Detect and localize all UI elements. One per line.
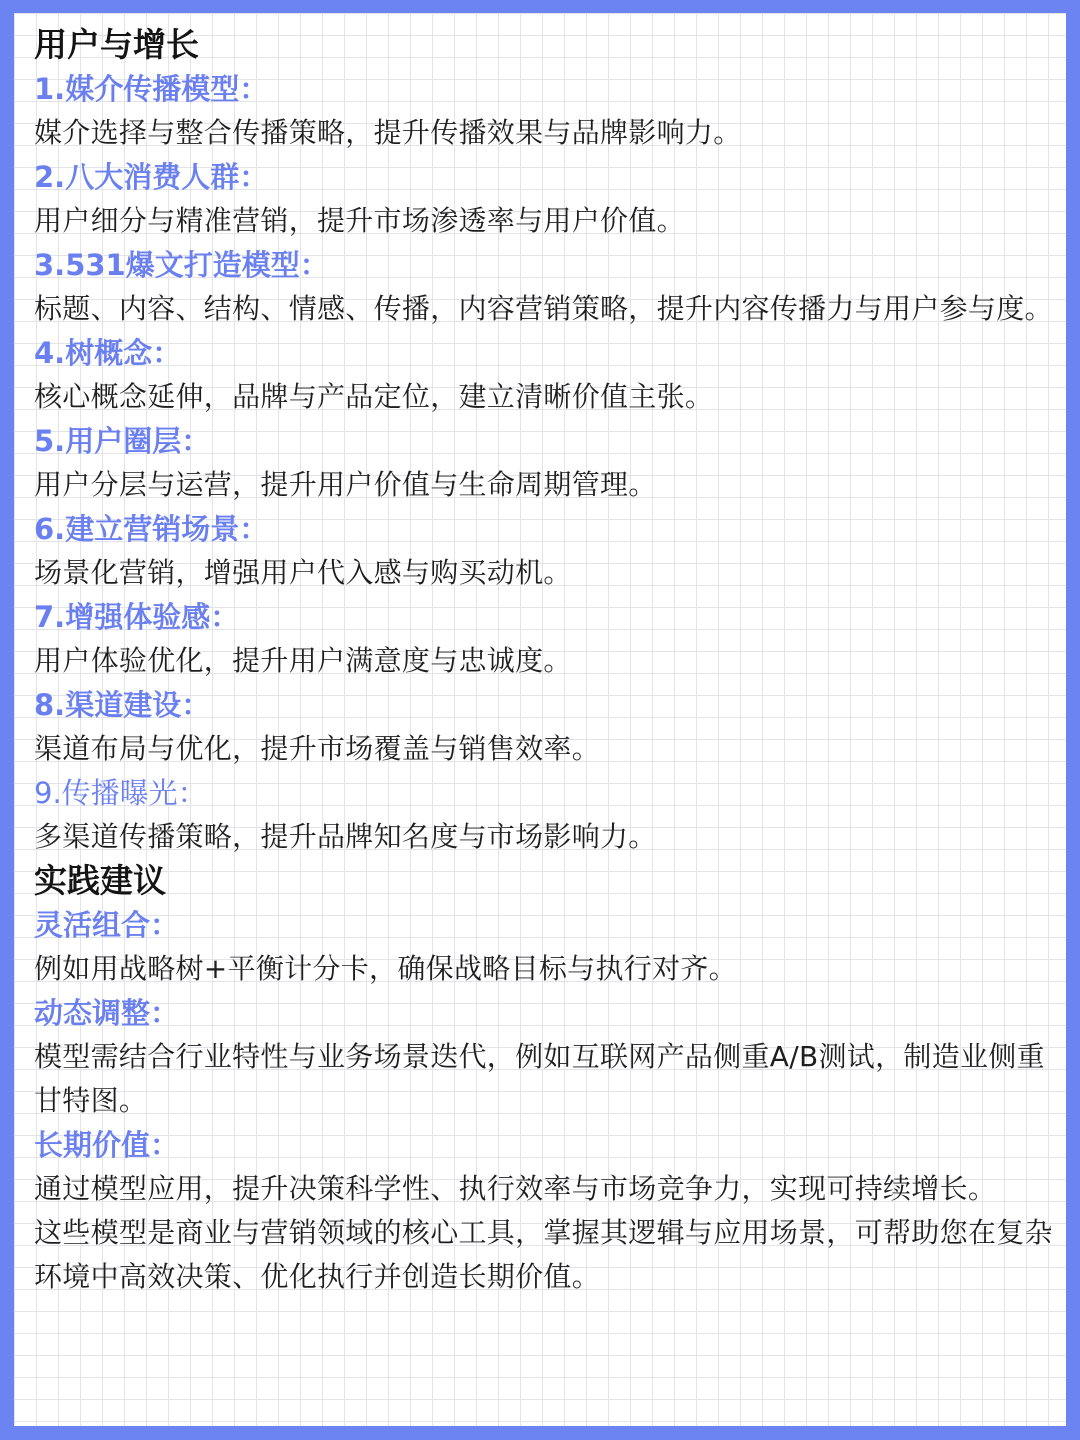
item-text-marketing-scene: 场景化营销，增强用户代入感与购买动机。 (34, 556, 572, 589)
item-text-dynamic: 模型需结合行业特性与业务场景迭代，例如互联网产品侧重A/B测试，制造业侧重甘特图。 (34, 1040, 1045, 1117)
item-text-long-term: 通过模型应用，提升决策科学性、执行效率与市场竞争力，实现可持续增长。 (34, 1172, 997, 1205)
item-text-flexible: 例如用战略树+平衡计分卡，确保战略目标与执行对齐。 (34, 952, 737, 985)
note-card (14, 13, 1066, 1426)
note-content (34, 23, 1059, 1299)
item-title-tree-concept: 4.树概念： (34, 336, 182, 370)
item-text-channel: 渠道布局与优化，提升市场覆盖与销售效率。 (34, 732, 601, 765)
item-title-flexible: 灵活组合： (34, 908, 180, 942)
item-title-531-model: 3.531爆文打造模型： (34, 248, 329, 282)
item-title-exposure: 9.传播曝光： (34, 776, 207, 810)
item-title-user-circles: 5.用户圈层： (34, 424, 211, 458)
item-title-long-term: 长期价值： (34, 1128, 180, 1162)
item-title-media-model: 1.媒介传播模型： (34, 72, 269, 106)
item-text-tree-concept: 核心概念延伸，品牌与产品定位，建立清晰价值主张。 (34, 380, 714, 413)
item-text-531-model: 标题、内容、结构、情感、传播，内容营销策略，提升内容传播力与用户参与度。 (34, 292, 1053, 325)
conclusion-text: 这些模型是商业与营销领域的核心工具，掌握其逻辑与应用场景，可帮助您在复杂环境中高效决策、优化执行并创造长期价值。 (34, 1216, 1053, 1293)
item-title-consumer-groups: 2.八大消费人群： (34, 160, 269, 194)
item-text-user-circles: 用户分层与运营，提升用户价值与生命周期管理。 (34, 468, 657, 501)
item-text-experience: 用户体验优化，提升用户满意度与忠诚度。 (34, 644, 572, 677)
item-title-experience: 7.增强体验感： (34, 600, 240, 634)
item-title-channel: 8.渠道建设： (34, 688, 211, 722)
item-title-marketing-scene: 6.建立营销场景： (34, 512, 269, 546)
section-title-user-growth: 用户与增长 (34, 25, 199, 64)
item-text-consumer-groups: 用户细分与精准营销，提升市场渗透率与用户价值。 (34, 204, 685, 237)
section-title-practice: 实践建议 (34, 861, 166, 900)
item-title-dynamic: 动态调整： (34, 996, 180, 1030)
item-text-media-model: 媒介选择与整合传播策略，提升传播效果与品牌影响力。 (34, 116, 742, 149)
item-text-exposure: 多渠道传播策略，提升品牌知名度与市场影响力。 (34, 820, 657, 853)
